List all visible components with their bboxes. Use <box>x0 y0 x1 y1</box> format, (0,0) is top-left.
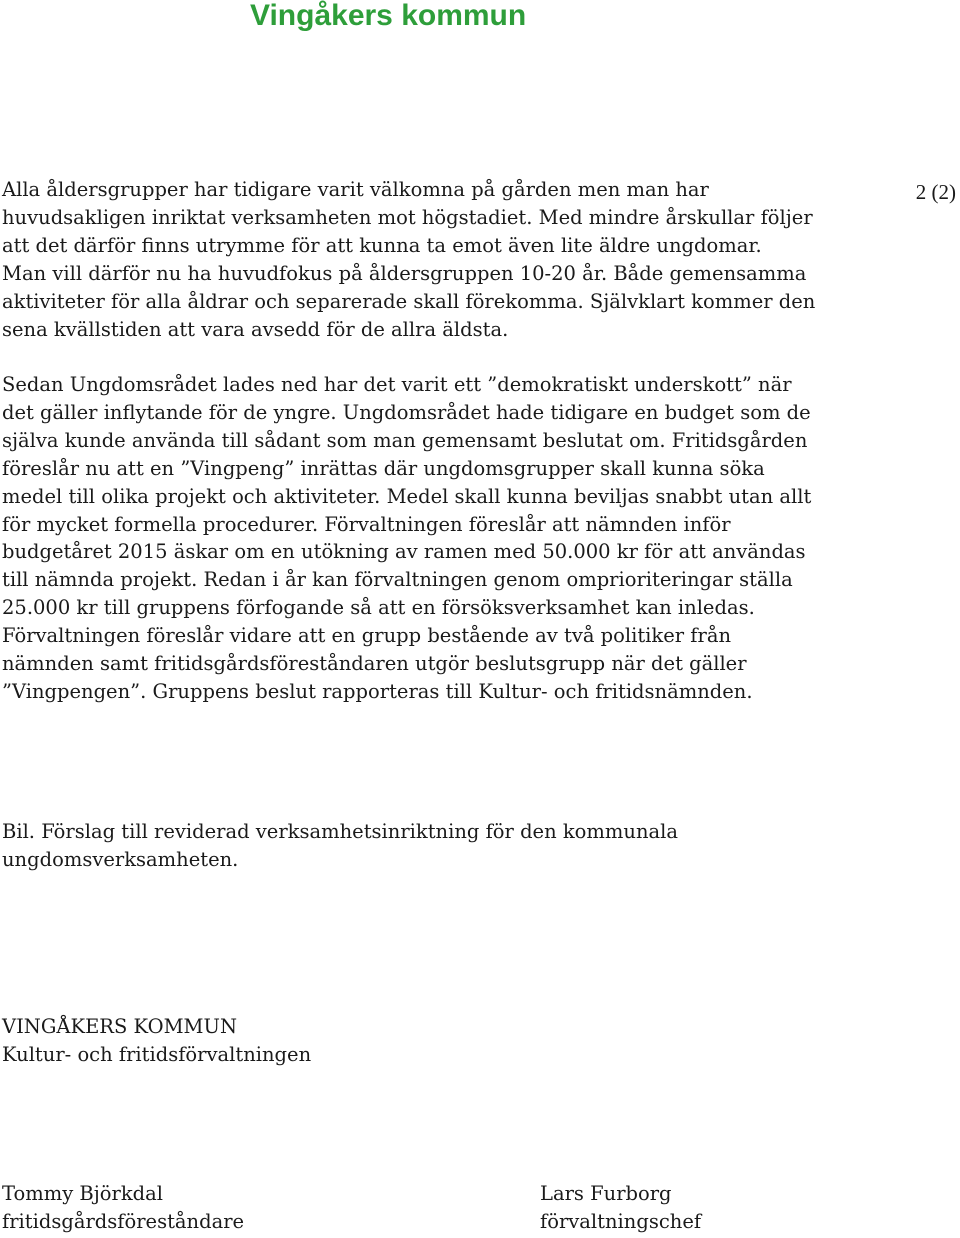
signer-title: fritidsgårdsföreståndare <box>2 1209 245 1233</box>
paragraph-line: budgetåret 2015 äskar om en utökning av ramen med 50.000 kr för att användas <box>2 540 806 564</box>
sender-block <box>2 1013 311 1069</box>
paragraph-vingpeng <box>2 371 811 706</box>
paragraph-line: Man vill därför nu ha huvudfokus på åldersgruppen 10-20 år. Både gemensamma <box>2 261 807 285</box>
paragraph-line: Sedan Ungdomsrådet lades ned har det varit ett ”demokratiskt underskott” när <box>2 373 792 396</box>
paragraph-line: Alla åldersgrupper har tidigare varit välkomna på gården men man har <box>2 178 709 201</box>
attachment-line: Bil. Förslag till reviderad verksamhetsinriktning för den kommunala <box>2 820 678 843</box>
paragraph-line: till nämnda projekt. Redan i år kan förvaltningen genom omprioriteringar ställa <box>2 568 793 592</box>
paragraph-line: föreslår nu att en ”Vingpeng” inrättas där ungdomsgrupper skall kunna söka <box>2 456 765 480</box>
paragraph-line: Förvaltningen föreslår vidare att en grupp bestående av två politiker från <box>2 624 732 648</box>
paragraph-line: aktiviteter för alla åldrar och separerade skall förekomma. Självklart kommer den <box>2 289 816 313</box>
paragraph-line: sena kvällstiden att vara avsedd för de allra äldsta. <box>2 317 509 341</box>
signature-left <box>2 1180 244 1236</box>
signer-name: Lars Furborg <box>540 1182 672 1205</box>
paragraph-line: för mycket formella procedurer. Förvaltningen föreslår att nämnden inför <box>2 512 731 536</box>
attachment-line: ungdomsverksamheten. <box>2 847 239 871</box>
paragraph-line: att det därför finns utrymme för att kunna ta emot även lite äldre ungdomar. <box>2 233 762 257</box>
paragraph-line: nämnden samt fritidsgårdsföreståndaren utgör beslutsgrupp när det gäller <box>2 652 747 676</box>
paragraph-line: medel till olika projekt och aktiviteter. Medel skall kunna beviljas snabbt utan allt <box>2 484 812 508</box>
signer-title: förvaltningschef <box>540 1209 702 1233</box>
organization-header: Vingåkers kommun <box>250 0 527 32</box>
paragraph-line: själva kunde använda till sådant som man gemensamt beslutat om. Fritidsgården <box>2 428 808 452</box>
sender-organization: VINGÅKERS KOMMUN <box>2 1015 238 1038</box>
signature-right <box>540 1180 701 1236</box>
attachment-note <box>2 818 678 874</box>
paragraph-line: huvudsakligen inriktat verksamheten mot högstadiet. Med mindre årskullar följer <box>2 205 813 229</box>
paragraph-line: ”Vingpengen”. Gruppens beslut rapporteras till Kultur- och fritidsnämnden. <box>2 679 753 703</box>
paragraph-age-groups <box>2 176 815 343</box>
sender-department: Kultur- och fritidsförvaltningen <box>2 1042 312 1066</box>
paragraph-line: 25.000 kr till gruppens förfogande så att en försöksverksamhet kan inledas. <box>2 596 755 620</box>
page-number: 2 (2) <box>915 180 956 204</box>
paragraph-line: det gäller inflytande för de yngre. Ungdomsrådet hade tidigare en budget som de <box>2 400 811 424</box>
signer-name: Tommy Björkdal <box>2 1182 164 1205</box>
